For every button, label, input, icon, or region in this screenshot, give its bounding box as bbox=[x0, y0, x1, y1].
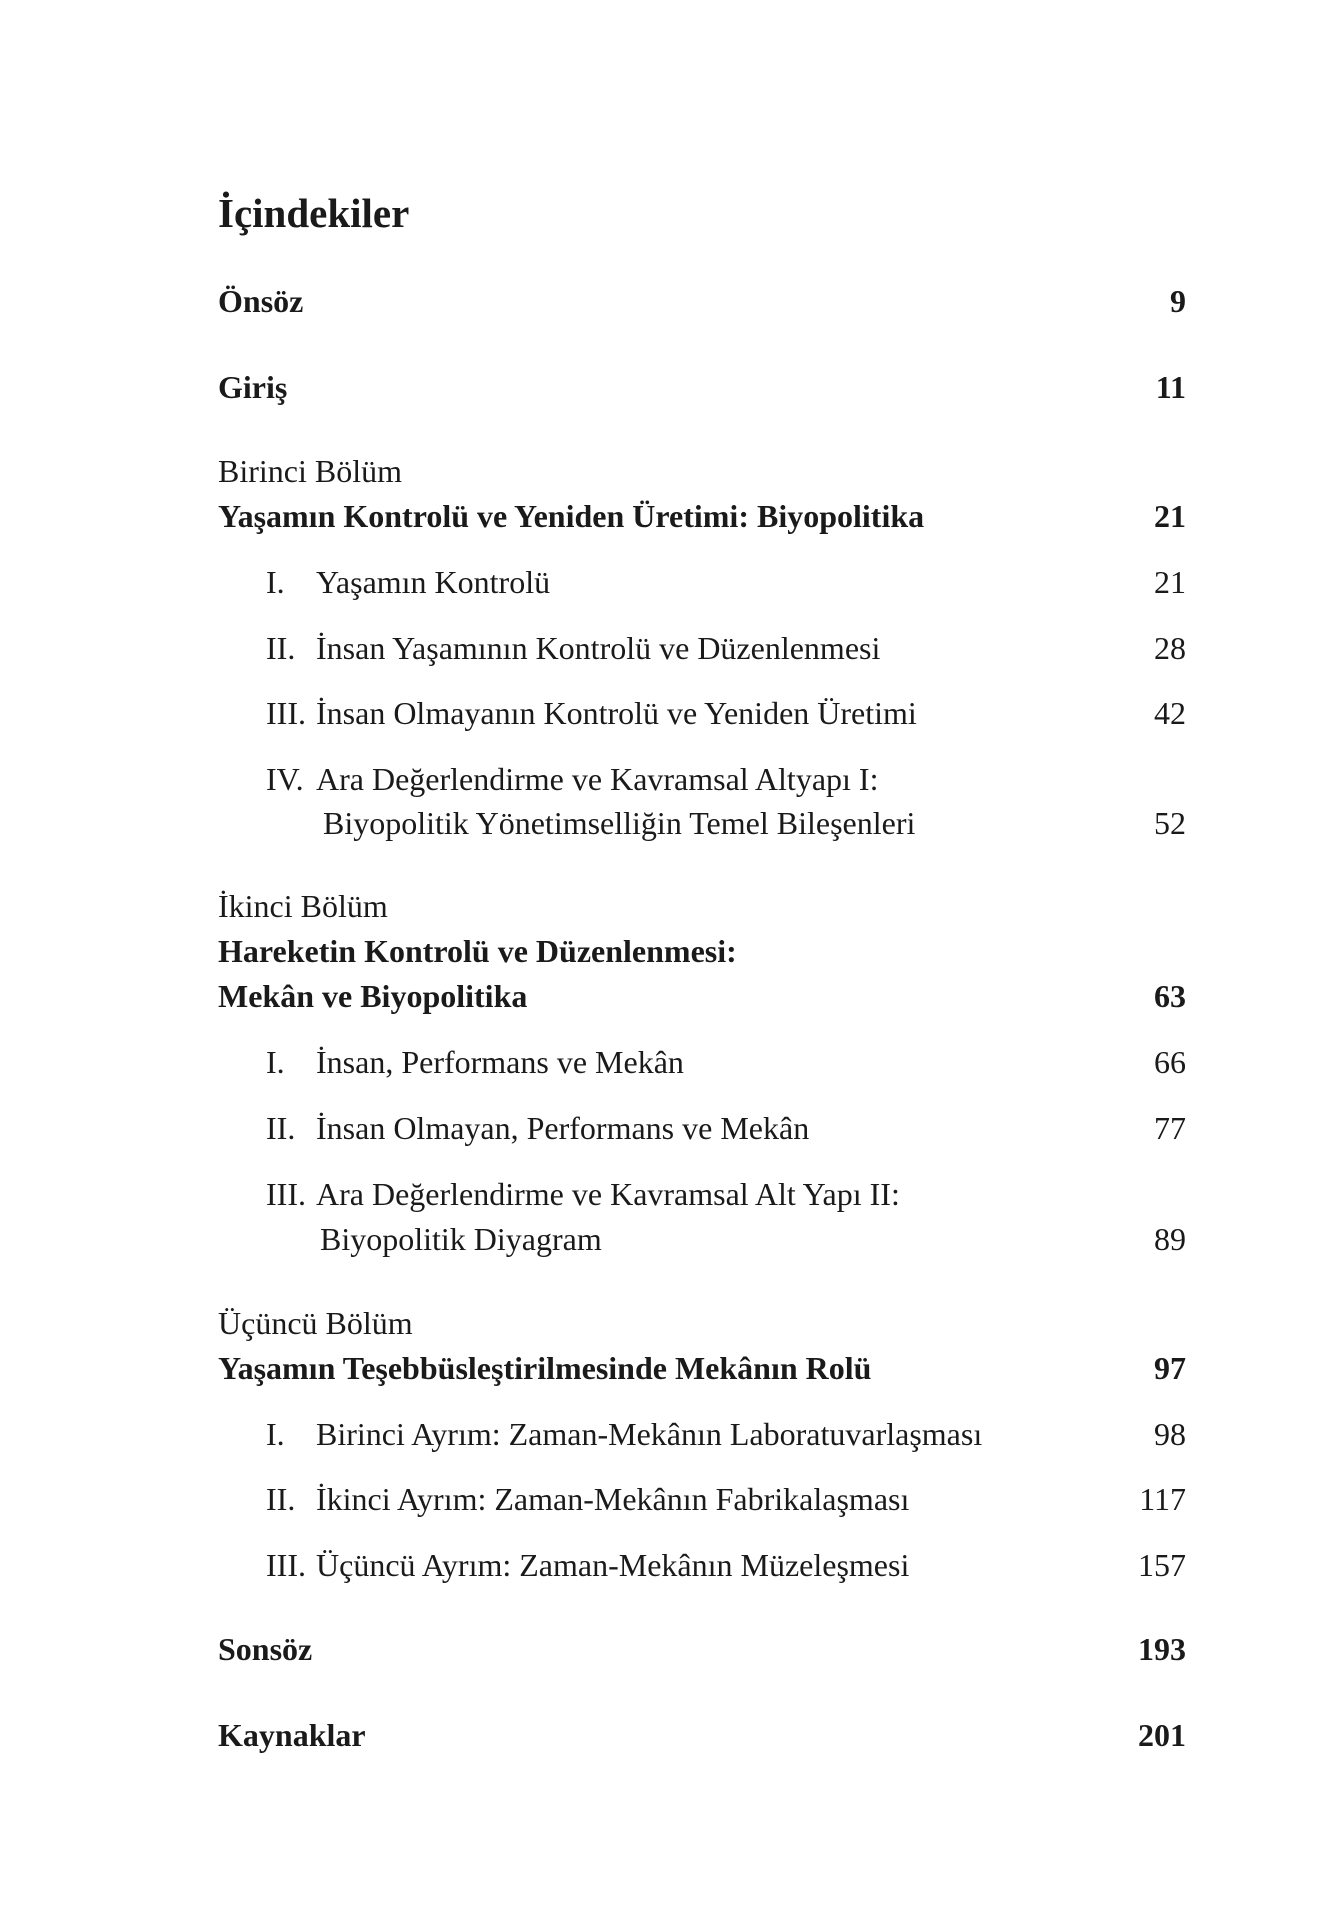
entry-label: Mekân ve Biyopolitika bbox=[218, 978, 528, 1014]
entry-label: Yaşamın Kontrolü bbox=[316, 564, 551, 600]
entry-label: Üçüncü Ayrım: Zaman-Mekânın Müzeleşmesi bbox=[316, 1547, 910, 1583]
entry-label: Ara Değerlendirme ve Kavramsal Altyapı I: bbox=[316, 761, 879, 797]
page-number: 52 bbox=[1154, 805, 1186, 841]
entry-label: İnsan Yaşamının Kontrolü ve Düzenlenmesi bbox=[316, 630, 881, 666]
page-number: 28 bbox=[1154, 630, 1186, 666]
entry-label: Sonsöz bbox=[218, 1631, 313, 1667]
toc-subentry[interactable] bbox=[266, 1173, 1186, 1215]
part-name: Birinci Bölüm bbox=[218, 453, 402, 489]
entry-numeral: II. bbox=[266, 1481, 296, 1517]
entry-numeral: II. bbox=[266, 1110, 296, 1146]
entry-numeral: III. bbox=[266, 695, 306, 731]
toc-subentry[interactable] bbox=[266, 758, 1186, 800]
toc-subentry[interactable] bbox=[266, 627, 1186, 669]
toc-subentry[interactable] bbox=[266, 1478, 1186, 1520]
page-number: 98 bbox=[1154, 1416, 1186, 1452]
entry-label: Biyopolitik Diyagram bbox=[320, 1221, 602, 1257]
page-number: 63 bbox=[1154, 978, 1186, 1014]
page-number: 66 bbox=[1154, 1044, 1186, 1080]
entry-label: Önsöz bbox=[218, 283, 304, 319]
page-number: 9 bbox=[1170, 283, 1186, 319]
toc-subentry[interactable] bbox=[266, 1544, 1186, 1586]
part-heading-line[interactable]: Hareketin Kontrolü ve Düzenlenmesi: bbox=[218, 933, 737, 969]
entry-label: İkinci Ayrım: Zaman-Mekânın Fabrikalaşması bbox=[316, 1481, 910, 1517]
toc-subentry[interactable] bbox=[266, 1107, 1186, 1149]
page-number: 77 bbox=[1154, 1110, 1186, 1146]
page-number: 11 bbox=[1155, 369, 1186, 405]
entry-label: Kaynaklar bbox=[218, 1717, 366, 1753]
entry-label: Yaşamın Kontrolü ve Yeniden Üretimi: Biyopolitika bbox=[218, 498, 925, 534]
part-name: Üçüncü Bölüm bbox=[218, 1305, 413, 1341]
page-number: 193 bbox=[1138, 1631, 1186, 1667]
entry-label: Yaşamın Teşebbüsleştirilmesinde Mekânın Rolü bbox=[218, 1350, 872, 1386]
page-number: 21 bbox=[1154, 498, 1186, 534]
toc-subentry-continued[interactable] bbox=[320, 1218, 1186, 1260]
entry-numeral: I. bbox=[266, 1416, 285, 1452]
entry-label: Birinci Ayrım: Zaman-Mekânın Laboratuvarlaşması bbox=[316, 1416, 983, 1452]
toc-part-heading[interactable] bbox=[218, 1347, 1186, 1389]
entry-label: Ara Değerlendirme ve Kavramsal Alt Yapı II: bbox=[316, 1176, 900, 1212]
entry-numeral: IV. bbox=[266, 761, 304, 797]
toc-entry-giris[interactable] bbox=[218, 366, 1186, 408]
toc-part-heading[interactable] bbox=[218, 495, 1186, 537]
toc-entry-onsoz[interactable] bbox=[218, 280, 1186, 322]
toc-subentry[interactable] bbox=[266, 1041, 1186, 1083]
page-title: İçindekiler bbox=[218, 190, 410, 236]
page-number: 201 bbox=[1138, 1717, 1186, 1753]
toc-entry-sonsoz[interactable] bbox=[218, 1628, 1186, 1670]
entry-label: İnsan Olmayanın Kontrolü ve Yeniden Üretimi bbox=[316, 695, 917, 731]
page-number: 117 bbox=[1139, 1481, 1186, 1517]
entry-numeral: III. bbox=[266, 1547, 306, 1583]
page-number: 97 bbox=[1154, 1350, 1186, 1386]
entry-numeral: I. bbox=[266, 1044, 285, 1080]
toc-entry-kaynaklar[interactable] bbox=[218, 1714, 1186, 1756]
part-name: İkinci Bölüm bbox=[218, 888, 388, 924]
entry-label: İnsan Olmayan, Performans ve Mekân bbox=[316, 1110, 810, 1146]
entry-numeral: III. bbox=[266, 1176, 306, 1212]
toc-part-heading[interactable] bbox=[218, 975, 1186, 1017]
page-number: 42 bbox=[1154, 695, 1186, 731]
entry-numeral: I. bbox=[266, 564, 285, 600]
entry-numeral: II. bbox=[266, 630, 296, 666]
toc-subentry[interactable] bbox=[266, 1413, 1186, 1455]
entry-label: Biyopolitik Yönetimselliğin Temel Bileşenleri bbox=[323, 805, 916, 841]
toc-subentry[interactable] bbox=[266, 692, 1186, 734]
toc-subentry-continued[interactable] bbox=[323, 802, 1186, 844]
toc-subentry[interactable] bbox=[266, 561, 1186, 603]
entry-label: Giriş bbox=[218, 369, 288, 405]
page-number: 21 bbox=[1154, 564, 1186, 600]
page-number: 89 bbox=[1154, 1221, 1186, 1257]
page-number: 157 bbox=[1138, 1547, 1186, 1583]
entry-label: İnsan, Performans ve Mekân bbox=[316, 1044, 684, 1080]
